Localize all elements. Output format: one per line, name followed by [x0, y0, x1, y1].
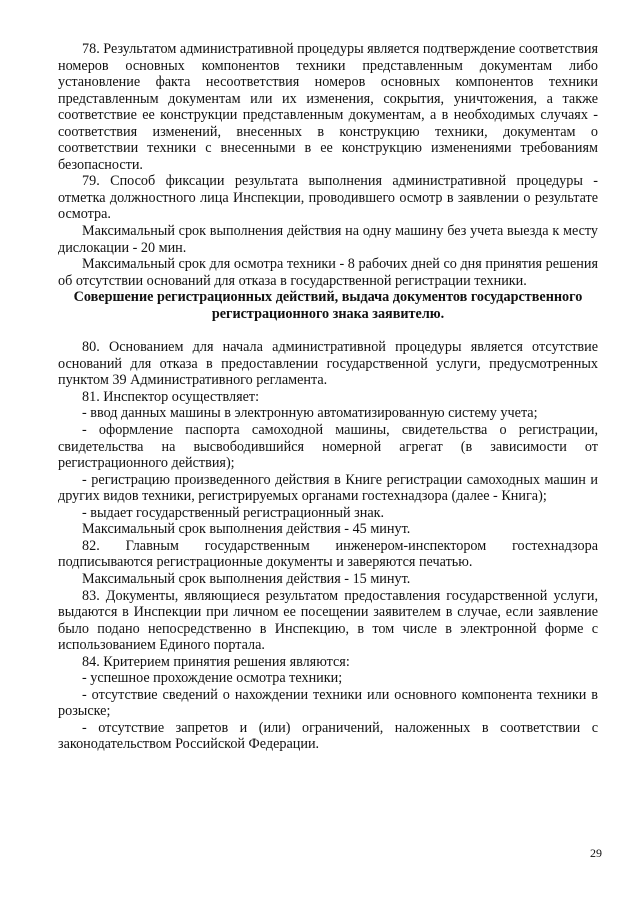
list-item-data-entry: - ввод данных машины в электронную автоматизированную систему учета; — [82, 405, 538, 422]
paragraph-80: 80. Основанием для начала административной процедуры является отсутствие оснований для отказа в предоставлении государственной услуги, предусмотренных пунктом 39 Административного регламента. — [58, 339, 598, 389]
paragraph-81: 81. Инспектор осуществляет: — [82, 388, 260, 405]
paragraph-max-time-45: Максимальный срок выполнения действия - 45 минут. — [82, 521, 411, 538]
list-item-passport-issue: - оформление паспорта самоходной машины, свидетельства о регистрации, свидетельства на высвободившийся номерной агрегат (в зависимости от регистрационного действия); — [58, 422, 598, 472]
heading-spacer — [58, 322, 598, 339]
page-number: 29 — [590, 846, 602, 860]
paragraph-max-time-per-machine: Максимальный срок выполнения действия на одну машину без учета выезда к месту дислокации - 20 мин. — [58, 223, 598, 256]
paragraph-84: 84. Критерием принятия решения являются: — [82, 653, 350, 670]
paragraph-max-time-15: Максимальный срок выполнения действия - 15 минут. — [82, 570, 411, 587]
list-item-inspection-passed: - успешное прохождение осмотра техники; — [82, 670, 343, 687]
paragraph-79: 79. Способ фиксации результата выполнения административной процедуры - отметка должностного лица Инспекции, проводившего осмотр в заявлении о результате осмотра. — [58, 173, 598, 223]
paragraph-82: 82. Главным государственным инженером-инспектором гостехнадзора подписываются регистрационные документы и заверяются печатью. — [58, 537, 598, 571]
list-item-plate-issue: - выдает государственный регистрационный знак. — [82, 504, 385, 521]
paragraph-max-inspection-time: Максимальный срок для осмотра техники - 8 рабочих дней со дня принятия решения об отсутствии оснований для отказа в государственной регистрации техники. — [58, 256, 598, 289]
paragraph-83: 83. Документы, являющиеся результатом предоставления государственной услуги, выдаются в Инспекции при личном ее посещении заявителем в случае, если заявление было подано непосредственно в Инспекцию, в том числе в электронной форме с использованием Единого портала. — [58, 587, 598, 654]
paragraph-78: 78. Результатом административной процедуры является подтверждение соответствия номеров основных компонентов техники представленным документам либо установление факта несоответствия номеров основных компонентов техники представленным документам или их изменения, сокрытия, уничтожения, а также соответствие ее конструкции представленным документам, а в необходимых случаях - соответствия изменений, внесенных в конструкцию техники, документам о соответствии техники с внесенными в ее конструкцию изменениями требованиям безопасности. — [58, 41, 598, 173]
list-item-not-wanted: - отсутствие сведений о нахождении техники или основного компонента техники в розыске; — [58, 686, 598, 720]
list-item-no-restrictions: - отсутствие запретов и (или) ограничений, наложенных в соответствии с законодательством Российской Федерации. — [58, 719, 598, 753]
section-heading: Совершение регистрационных действий, выдача документов государственного регистрационного знака заявителю. — [73, 289, 583, 322]
list-item-book-registration: - регистрацию произведенного действия в Книге регистрации самоходных машин и других видов техники, регистрируемых органами гостехнадзора (далее - Книга); — [58, 471, 598, 505]
document-page — [58, 41, 598, 753]
